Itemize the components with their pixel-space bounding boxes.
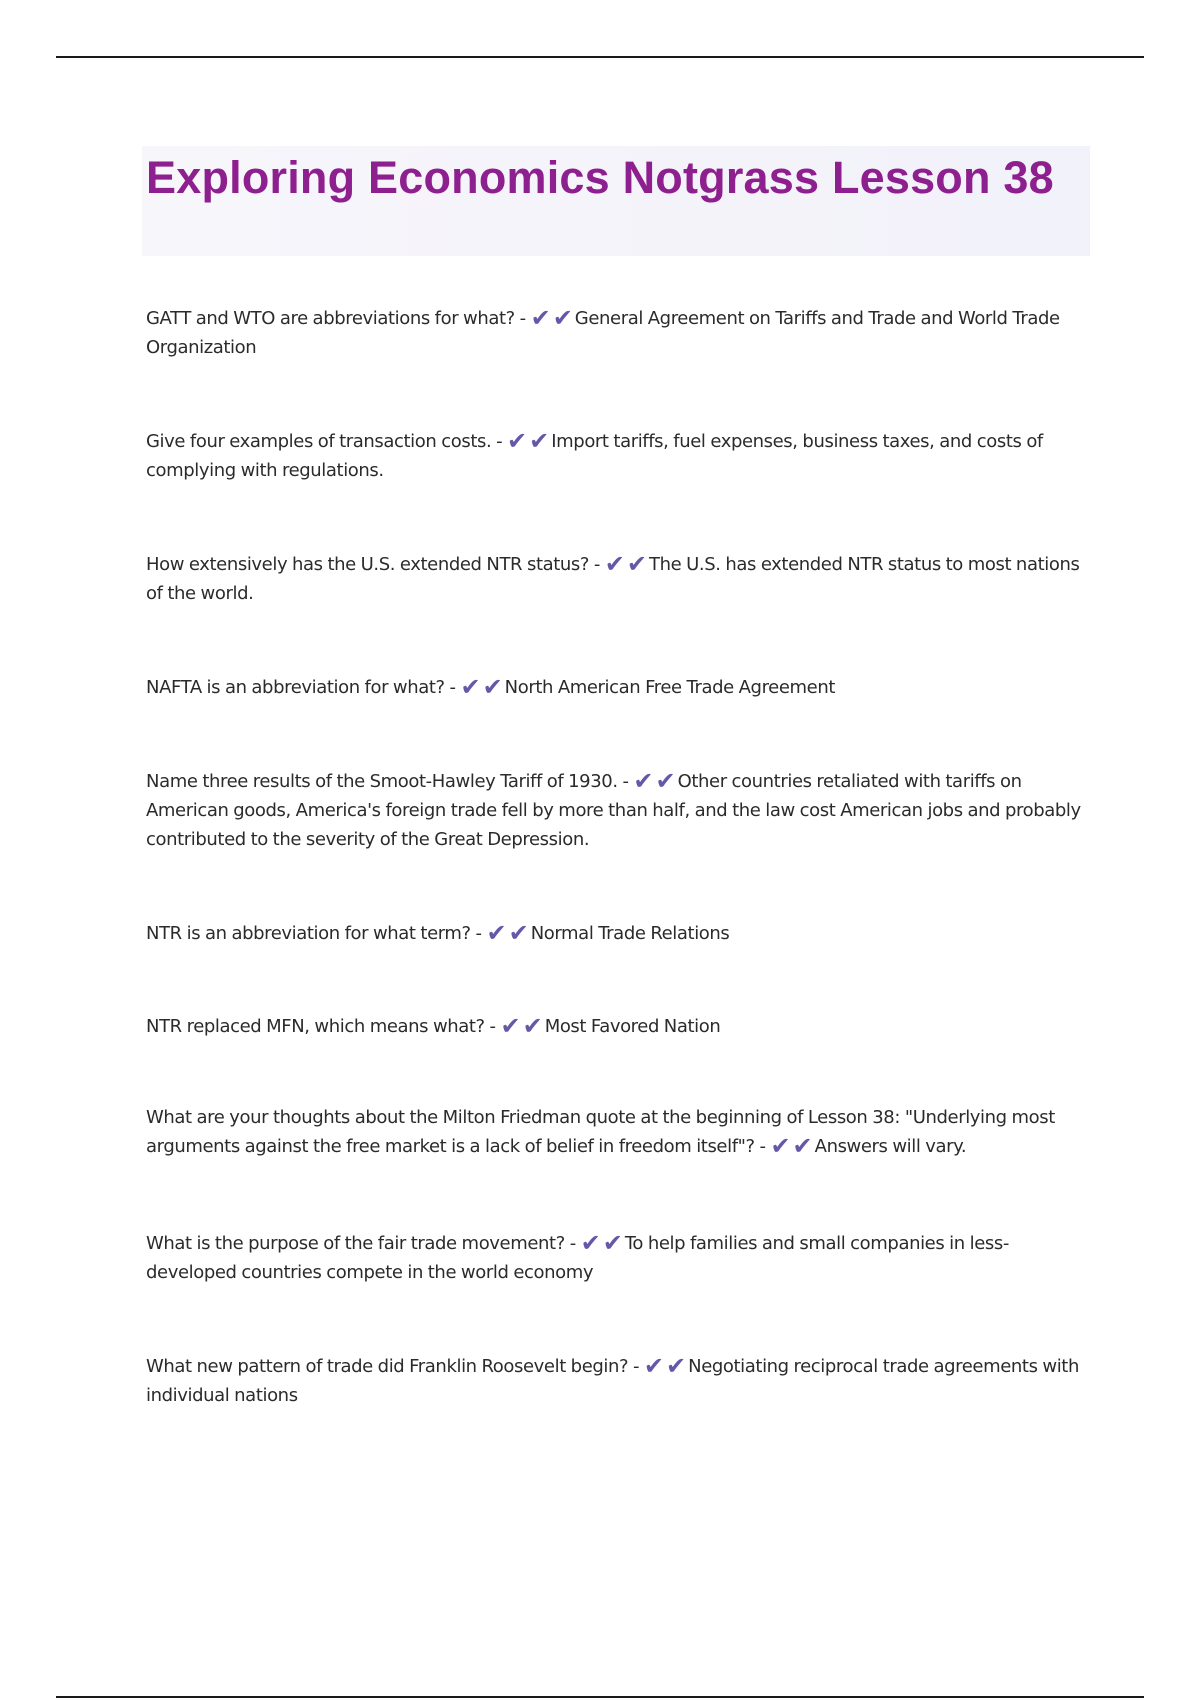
check-icon: ✔ bbox=[500, 1012, 523, 1040]
double-check-icon bbox=[530, 304, 575, 332]
qa-item bbox=[146, 1352, 1086, 1410]
double-check-icon bbox=[500, 1012, 545, 1040]
answer-text: Answers will vary. bbox=[814, 1136, 967, 1157]
answer-text: North American Free Trade Agreement bbox=[504, 677, 836, 698]
double-check-icon bbox=[633, 767, 678, 795]
title-banner bbox=[142, 146, 1090, 256]
separator: - bbox=[444, 677, 461, 698]
qa-item bbox=[146, 919, 1086, 948]
check-icon: ✔ bbox=[633, 767, 656, 795]
check-icon: ✔ bbox=[604, 550, 627, 578]
qa-item bbox=[146, 1103, 1086, 1161]
double-check-icon bbox=[580, 1229, 625, 1257]
answer-text: Most Favored Nation bbox=[544, 1016, 721, 1037]
answer-text: General Agreement on Tariffs and Trade and World Trade Organization bbox=[146, 308, 1060, 358]
double-check-icon bbox=[486, 919, 531, 947]
separator: - bbox=[491, 431, 508, 452]
check-icon: ✔ bbox=[666, 1352, 689, 1380]
separator: - bbox=[628, 1356, 644, 1377]
separator: - bbox=[617, 771, 634, 792]
check-icon: ✔ bbox=[580, 1229, 603, 1257]
question-text: What new pattern of trade did Franklin Roosevelt begin? bbox=[146, 1356, 629, 1377]
question-text: Give four examples of transaction costs. bbox=[146, 431, 492, 452]
double-check-icon bbox=[643, 1352, 689, 1380]
bottom-rule bbox=[56, 1696, 1144, 1698]
qa-item bbox=[146, 427, 1086, 485]
double-check-icon bbox=[460, 673, 505, 701]
check-icon: ✔ bbox=[643, 1352, 667, 1380]
qa-item bbox=[146, 1012, 1086, 1041]
double-check-icon bbox=[507, 427, 552, 455]
question-text: NTR is an abbreviation for what term? bbox=[146, 923, 471, 944]
answer-text: To help families and small companies in less-developed countries compete in the world economy bbox=[146, 1233, 1009, 1283]
qa-item bbox=[146, 304, 1086, 362]
page-title: Exploring Economics Notgrass Lesson 38 bbox=[146, 152, 1054, 203]
separator: - bbox=[754, 1136, 771, 1157]
check-icon: ✔ bbox=[529, 427, 552, 455]
check-icon: ✔ bbox=[522, 1012, 545, 1040]
check-icon: ✔ bbox=[792, 1132, 815, 1160]
question-text: NTR replaced MFN, which means what? bbox=[146, 1016, 485, 1037]
check-icon: ✔ bbox=[530, 304, 553, 332]
question-text: NAFTA is an abbreviation for what? bbox=[146, 677, 445, 698]
separator: - bbox=[470, 923, 487, 944]
qa-item bbox=[146, 1229, 1086, 1287]
check-icon: ✔ bbox=[655, 767, 678, 795]
qa-item bbox=[146, 767, 1086, 854]
separator: - bbox=[589, 554, 605, 575]
check-icon: ✔ bbox=[507, 427, 530, 455]
separator: - bbox=[564, 1233, 581, 1254]
check-icon: ✔ bbox=[486, 919, 509, 947]
check-icon: ✔ bbox=[626, 550, 650, 578]
check-icon: ✔ bbox=[460, 673, 483, 701]
separator: - bbox=[514, 308, 531, 329]
double-check-icon bbox=[770, 1132, 815, 1160]
question-text: GATT and WTO are abbreviations for what? bbox=[146, 308, 515, 329]
question-text: What is the purpose of the fair trade movement? bbox=[146, 1233, 565, 1254]
answer-text: Import tariffs, fuel expenses, business taxes, and costs of complying with regulations. bbox=[146, 431, 1043, 481]
top-rule bbox=[56, 56, 1144, 58]
check-icon: ✔ bbox=[770, 1132, 793, 1160]
answer-text: The U.S. has extended NTR status to most nations of the world. bbox=[146, 554, 1080, 604]
check-icon: ✔ bbox=[482, 673, 505, 701]
question-text: How extensively has the U.S. extended NTR status? bbox=[146, 554, 590, 575]
qa-item bbox=[146, 550, 1086, 608]
question-text: What are your thoughts about the Milton Friedman quote at the beginning of Lesson 38: "Underlying most arguments against the free market is a lack of belief in freedom itself"? bbox=[146, 1107, 1055, 1157]
question-text: Name three results of the Smoot-Hawley Tariff of 1930. bbox=[146, 771, 618, 792]
check-icon: ✔ bbox=[552, 304, 575, 332]
answer-text: Negotiating reciprocal trade agreements with individual nations bbox=[146, 1356, 1079, 1406]
answer-text: Normal Trade Relations bbox=[530, 923, 730, 944]
check-icon: ✔ bbox=[602, 1229, 625, 1257]
check-icon: ✔ bbox=[508, 919, 531, 947]
separator: - bbox=[484, 1016, 501, 1037]
double-check-icon bbox=[604, 550, 650, 578]
qa-item bbox=[146, 673, 1086, 702]
answer-text: Other countries retaliated with tariffs on American goods, America's foreign trade fell by more than half, and the law cost American jobs and probably contributed to the severity of the Great Depression. bbox=[146, 771, 1081, 850]
